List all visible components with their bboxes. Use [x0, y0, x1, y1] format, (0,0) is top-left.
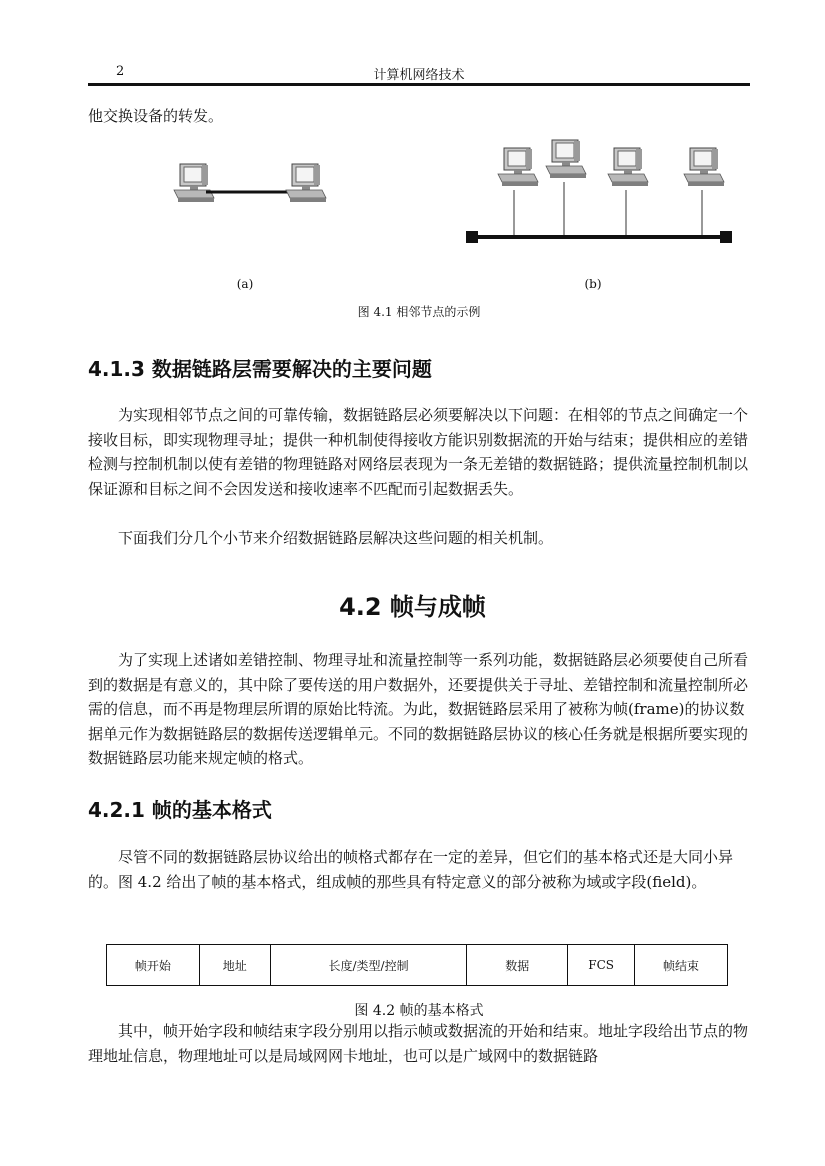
- frame-format-table: [106, 944, 728, 986]
- intro-paragraph: 他交换设备的转发。: [88, 107, 224, 125]
- paragraph-4-1-3-problems: 为实现相邻节点之间的可靠传输，数据链路层必须要解决以下问题：在相邻的节点之间确定一个接收目标，即实现物理寻址；提供一种机制使得接收方能识别数据流的开始与结束；提供相应的差错检测与控制机制以使有差错的物理链路对网络层表现为一条无差错的数据链路；提供流量控制机制以保证源和目标之间不会因发送和接收速率不匹配而引起数据丢失。: [88, 406, 749, 498]
- pc-a-left: [174, 164, 214, 202]
- frame-field-fcs: FCS: [568, 945, 635, 986]
- figure-4-2-caption: 图 4.2 帧的基本格式: [354, 1003, 484, 1019]
- frame-field-data: 数据: [467, 945, 568, 986]
- frame-field-address: 地址: [199, 945, 270, 986]
- frame-field-start: 帧开始: [107, 945, 200, 986]
- section-heading-4-2: 4.2 帧与成帧: [339, 593, 486, 621]
- pc-b-2: [546, 140, 586, 178]
- bus-line: [466, 231, 732, 243]
- paragraph-4-2-frames: 为了实现上述诸如差错控制、物理寻址和流量控制等一系列功能，数据链路层必须要使自己所看到的数据是有意义的，其中除了要传送的用户数据外，还要提供关于寻址、差错控制和流量控制所必需的信息，而不再是物理层所谓的原始比特流。为此，数据链路层采用了被称为帧(frame)的协议数据单元作为数据链路层的数据传送逻辑单元。不同的数据链路层协议的核心任务就是根据所要实现的数据链路层功能来规定帧的格式。: [88, 651, 749, 767]
- figure-label-a: (a): [236, 277, 254, 291]
- paragraph-4-2-1-fields: 其中，帧开始字段和帧结束字段分别用以指示帧或数据流的开始和结束。地址字段给出节点的物理地址信息，物理地址可以是局域网网卡地址，也可以是广域网中的数据链路: [88, 1022, 749, 1065]
- page-number: 2: [116, 64, 125, 79]
- section-heading-4-1-3: 4.1.3 数据链路层需要解决的主要问题: [88, 357, 432, 381]
- pc-b-1: [498, 148, 538, 186]
- pc-b-3: [608, 148, 648, 186]
- frame-field-length-type-control: 长度/类型/控制: [270, 945, 467, 986]
- book-title: 计算机网络技术: [373, 68, 465, 83]
- header-rule: [88, 83, 750, 86]
- frame-format-row: [107, 945, 728, 986]
- figure-label-b: (b): [584, 277, 602, 291]
- section-heading-4-2-1: 4.2.1 帧的基本格式: [88, 798, 272, 822]
- paragraph-4-2-1-format: 尽管不同的数据链路层协议给出的帧格式都存在一定的差异，但它们的基本格式还是大同小异的。图 4.2 给出了帧的基本格式，组成帧的那些具有特定意义的部分被称为域或字段(field)。: [88, 848, 734, 891]
- pc-a-right: [286, 164, 326, 202]
- figure-4-1-caption: 图 4.1 相邻节点的示例: [357, 305, 481, 319]
- figure-adjacent-nodes: [88, 120, 750, 320]
- frame-field-end: 帧结束: [635, 945, 728, 986]
- paragraph-4-1-3-intro: 下面我们分几个小节来介绍数据链路层解决这些问题的相关机制。: [118, 529, 554, 547]
- pc-b-4: [684, 148, 724, 186]
